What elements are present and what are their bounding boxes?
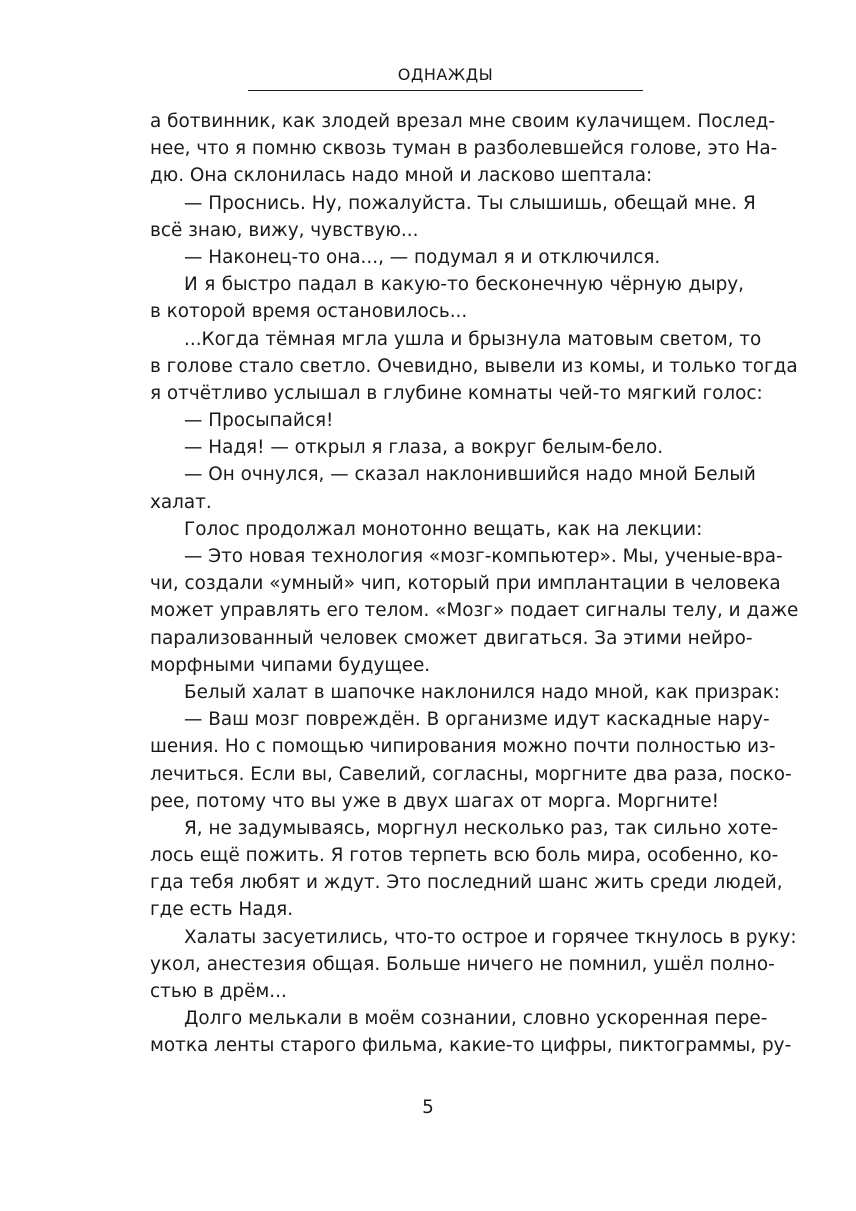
text-line: лечиться. Если вы, Савелий, согласны, моргните два раза, поско- xyxy=(150,763,792,785)
text-line: И я быстро падал в какую-то бесконечную чёрную дыру, xyxy=(184,274,744,296)
text-line: Халаты засуетились, что-то острое и горячее ткнулось в руку: xyxy=(184,926,797,948)
body-text xyxy=(150,108,799,1060)
text-line: — Надя! — открыл я глаза, а вокруг белым-бело. xyxy=(184,437,664,459)
text-line: всё знаю, вижу, чувствую... xyxy=(150,219,419,241)
text-line: гда тебя любят и ждут. Это последний шанс жить среди людей, xyxy=(150,872,783,894)
text-line: халат. xyxy=(150,491,212,513)
text-line: Я, не задумываясь, моргнул несколько раз, так сильно хоте- xyxy=(184,817,779,839)
text-line: — Просыпайся! xyxy=(184,410,334,432)
text-line: в которой время остановилось... xyxy=(150,301,468,323)
text-line: может управлять его телом. «Мозг» подает сигналы телу, и даже xyxy=(150,600,799,622)
text-line: — Проснись. Ну, пожалуйста. Ты слышишь, обещай мне. Я xyxy=(184,192,756,214)
running-head: ОДНАЖДЫ xyxy=(397,65,494,84)
text-line: — Наконец-то она..., — подумал я и отключился. xyxy=(184,246,661,268)
text-line: — Он очнулся, — сказал наклонившийся надо мной Белый xyxy=(184,464,756,486)
page-number: 5 xyxy=(422,1097,434,1118)
text-line: — Это новая технология «мозг-компьютер». Мы, ученые-вра- xyxy=(184,546,783,567)
text-line: Голос продолжал монотонно вещать, как на лекции: xyxy=(184,518,703,540)
text-line: лось ещё пожить. Я готов терпеть всю боль мира, особенно, ко- xyxy=(150,845,779,867)
text-line: парализованный человек сможет двигаться. За этими нейро- xyxy=(150,627,753,649)
text-line: в голове стало светло. Очевидно, вывели из комы, и только тогда xyxy=(150,355,798,377)
text-line: Белый халат в шапочке наклонился надо мной, как призрак: xyxy=(184,681,780,703)
text-line: морфными чипами будущее. xyxy=(150,654,431,676)
text-line: чи, создали «умный» чип, который при имплантации в человека xyxy=(150,573,781,595)
text-line: дю. Она склонилась надо мной и ласково шептала: xyxy=(150,165,653,187)
text-line: — Ваш мозг повреждён. В организме идут каскадные нару- xyxy=(184,709,770,731)
text-line: укол, анестезия общая. Больше ничего не помнил, ушёл полно- xyxy=(150,953,775,975)
text-line: а ботвинник, как злодей врезал мне своим кулачищем. Послед- xyxy=(150,111,776,132)
text-line: ...Когда тёмная мгла ушла и брызнула матовым светом, то xyxy=(184,328,762,350)
text-line: я отчётливо услышал в глубине комнаты чей-то мягкий голос: xyxy=(150,382,763,404)
header-rule xyxy=(248,90,643,91)
text-line: Долго мелькали в моём сознании, словно ускоренная пере- xyxy=(184,1008,768,1030)
text-line: где есть Надя. xyxy=(150,899,294,921)
text-line: стью в дрём... xyxy=(150,981,287,1002)
text-line: нее, что я помню сквозь туман в разболевшейся голове, это На- xyxy=(150,138,778,160)
text-line: мотка ленты старого фильма, какие-то цифры, пиктограммы, ру- xyxy=(150,1035,792,1057)
text-line: шения. Но с помощью чипирования можно почти полностью из- xyxy=(150,736,776,758)
text-line: рее, потому что вы уже в двух шагах от морга. Моргните! xyxy=(150,790,720,812)
